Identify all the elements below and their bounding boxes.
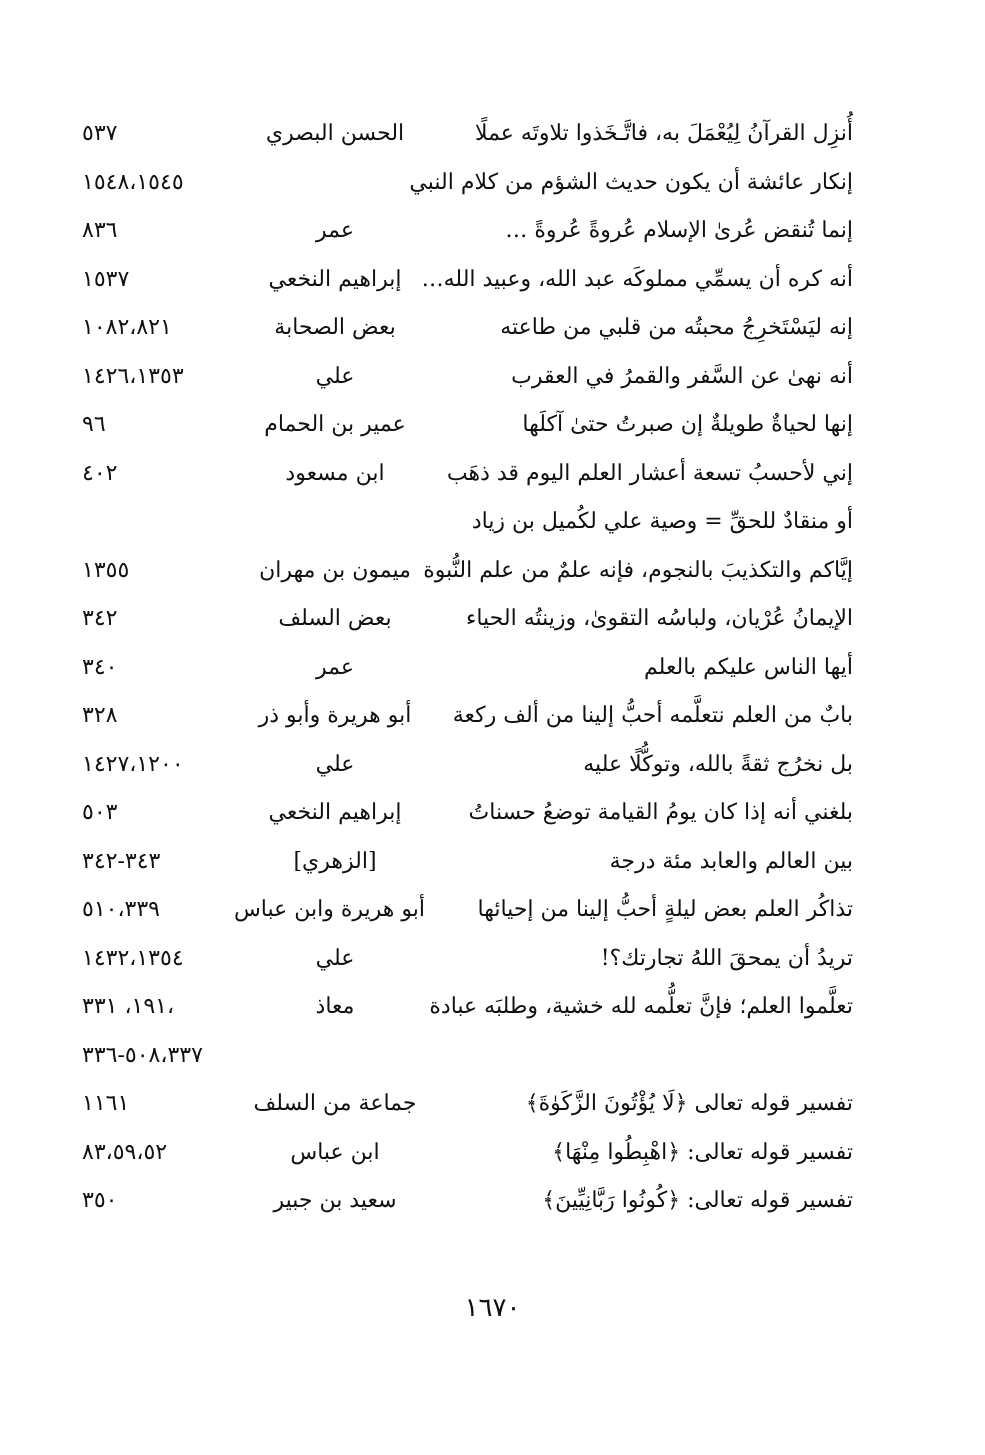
index-entry bbox=[0, 353, 985, 402]
entry-saying: إني لأحسبُ تسعة أعشار العلم اليوم قد ذهَب bbox=[446, 460, 853, 486]
entry-saying: تفسير قوله تعالى ﴿لَا يُؤْتُونَ الزَّكَوٰةَ﴾ bbox=[525, 1091, 853, 1116]
entry-pages: ١١٦١ bbox=[82, 1091, 130, 1116]
entry-narrator: جماعة من السلف bbox=[253, 1091, 417, 1116]
entry-pages: ٥٠٣ bbox=[82, 800, 118, 825]
entry-pages: ١٤٢٦،١٣٥٣ bbox=[82, 363, 184, 389]
entry-pages: ٣٤٠ bbox=[82, 654, 118, 680]
index-entry bbox=[0, 256, 985, 305]
entry-pages: ٤٠٢ bbox=[82, 460, 118, 486]
entry-narrator: سعيد بن جبير bbox=[273, 1188, 397, 1213]
entry-narrator: معاذ bbox=[315, 994, 355, 1019]
entry-saying: الإيمانُ عُرْيان، ولباسُه التقوىٰ، وزينتُه الحياء bbox=[466, 606, 853, 631]
index-entry bbox=[0, 304, 985, 353]
entry-pages: ١٩١، ٣٣١، bbox=[82, 994, 175, 1019]
entry-pages: ١٠٨٢،٨٢١ bbox=[82, 315, 172, 340]
entry-saying: إنكار عائشة أن يكون حديث الشؤم من كلام النبي bbox=[409, 169, 853, 195]
entry-saying: أنه نهىٰ عن السَّفر والقمرُ في العقرب bbox=[511, 363, 853, 389]
entry-narrator: عمر bbox=[316, 218, 354, 243]
entry-narrator: ابن عباس bbox=[290, 1139, 380, 1165]
entry-pages: ٥٠٨،٣٣٧-٣٣٦ bbox=[82, 1042, 203, 1068]
entry-narrator: علي bbox=[315, 945, 355, 971]
page-number: ١٦٧٠ bbox=[464, 1293, 521, 1323]
index-entry bbox=[0, 595, 985, 644]
entry-pages: ٩٦ bbox=[82, 412, 106, 437]
entry-pages: ١٣٥٥ bbox=[82, 557, 130, 583]
index-entry bbox=[0, 789, 985, 838]
index-entry bbox=[0, 1080, 985, 1129]
entry-saying: أنه كره أن يسمِّي مملوكَه عبد الله، وعبيد الله… bbox=[421, 266, 853, 292]
entry-pages: ١٥٤٨،١٥٤٥ bbox=[82, 169, 184, 195]
entry-saying: أو منقادٌ للحقِّ = وصية علي لكُميل بن زياد bbox=[471, 509, 853, 534]
entry-narrator: ابن مسعود bbox=[285, 460, 385, 486]
entry-saying: بين العالم والعابد مئة درجة bbox=[609, 848, 853, 874]
index-entry bbox=[0, 644, 985, 693]
entry-narrator: إبراهيم النخعي bbox=[268, 266, 402, 292]
index-entry bbox=[0, 692, 985, 741]
entry-narrator: بعض الصحابة bbox=[274, 315, 396, 340]
entry-narrator: أبو هريرة وأبو ذر bbox=[258, 703, 412, 728]
index-entry bbox=[0, 1129, 985, 1178]
entry-saying: تفسير قوله تعالى: ﴿كُونُوا رَبَّانِيِّينَ﴾ bbox=[542, 1188, 853, 1213]
index-entry bbox=[0, 159, 985, 208]
entry-saying: تعلَّموا العلم؛ فإنَّ تعلُّمه لله خشية، وطلبَه عبادة bbox=[429, 994, 853, 1019]
index-entry bbox=[0, 935, 985, 984]
entry-narrator: ميمون بن مهران bbox=[259, 557, 411, 583]
entry-narrator: [الزهري] bbox=[293, 848, 377, 874]
index-entry bbox=[0, 498, 985, 547]
entry-saying: تذاكُر العلم بعض ليلةٍ أحبُّ إلينا من إحيائها bbox=[477, 897, 853, 922]
index-entry bbox=[0, 1032, 985, 1081]
index-entry bbox=[0, 741, 985, 790]
index-entry bbox=[0, 110, 985, 159]
entry-saying: إنه ليَسْتَخرِجُ محبتُه من قلبي من طاعته bbox=[500, 315, 853, 340]
entry-narrator: أبو هريرة وابن عباس bbox=[233, 897, 425, 922]
index-entry bbox=[0, 547, 985, 596]
entry-narrator: علي bbox=[315, 363, 355, 389]
entry-saying: أيها الناس عليكم بالعلم bbox=[644, 654, 853, 680]
index-entry bbox=[0, 450, 985, 499]
entry-narrator: عمير بن الحمام bbox=[264, 412, 406, 437]
index-entry bbox=[0, 886, 985, 935]
entry-saying: إيَّاكم والتكذيبَ بالنجوم، فإنه علمٌ من علم النُّبوة bbox=[423, 557, 853, 583]
entry-saying: إنما تُنقض عُرىٰ الإسلام عُروةً عُروةً … bbox=[505, 218, 853, 243]
entry-pages: ٣٤٣-٣٤٢ bbox=[82, 848, 161, 874]
entry-saying: إنها لحياةٌ طويلةٌ إن صبرتُ حتىٰ آكلَها bbox=[522, 412, 853, 437]
index-entry bbox=[0, 983, 985, 1032]
entry-saying: تريدُ أن يمحقَ اللهُ تجارتك؟! bbox=[600, 945, 853, 971]
entry-narrator: بعض السلف bbox=[278, 606, 392, 631]
entry-narrator: الحسن البصري bbox=[265, 121, 405, 146]
entry-narrator: عمر bbox=[316, 654, 354, 680]
entry-pages: ٥١٠،٣٣٩ bbox=[82, 897, 160, 922]
index-entry bbox=[0, 838, 985, 887]
entry-pages: ١٤٢٧،١٢٠٠ bbox=[82, 751, 184, 777]
entry-pages: ٣٥٠ bbox=[82, 1188, 118, 1213]
entry-saying: تفسير قوله تعالى: ﴿اهْبِطُوا مِنْهَا﴾ bbox=[552, 1139, 853, 1165]
entry-saying: بل نخرُج ثقةً بالله، وتوكُّلًا عليه bbox=[583, 751, 853, 777]
sayings-index bbox=[0, 110, 985, 1226]
entry-saying: بابٌ من العلم نتعلَّمه أحبُّ إلينا من ألف ركعة bbox=[452, 703, 853, 728]
entry-pages: ١٥٣٧ bbox=[82, 266, 130, 292]
entry-pages: ٨٣،٥٩،٥٢ bbox=[82, 1139, 168, 1165]
entry-pages: ١٤٣٢،١٣٥٤ bbox=[82, 945, 184, 971]
entry-saying: أُنزِل القرآنُ لِيُعْمَلَ به، فاتَّـخَذوا تلاوتَه عملًا bbox=[474, 121, 853, 146]
index-entry bbox=[0, 207, 985, 256]
entry-pages: ٣٤٢ bbox=[82, 606, 118, 631]
entry-saying: بلغني أنه إذا كان يومُ القيامة توضعُ حسناتُ bbox=[468, 800, 853, 825]
entry-pages: ٨٣٦ bbox=[82, 218, 118, 243]
entry-pages: ٣٢٨ bbox=[82, 703, 118, 728]
entry-narrator: علي bbox=[315, 751, 355, 777]
entry-narrator: إبراهيم النخعي bbox=[268, 800, 402, 825]
entry-pages: ٥٣٧ bbox=[82, 121, 118, 146]
index-entry bbox=[0, 1177, 985, 1226]
index-entry bbox=[0, 401, 985, 450]
